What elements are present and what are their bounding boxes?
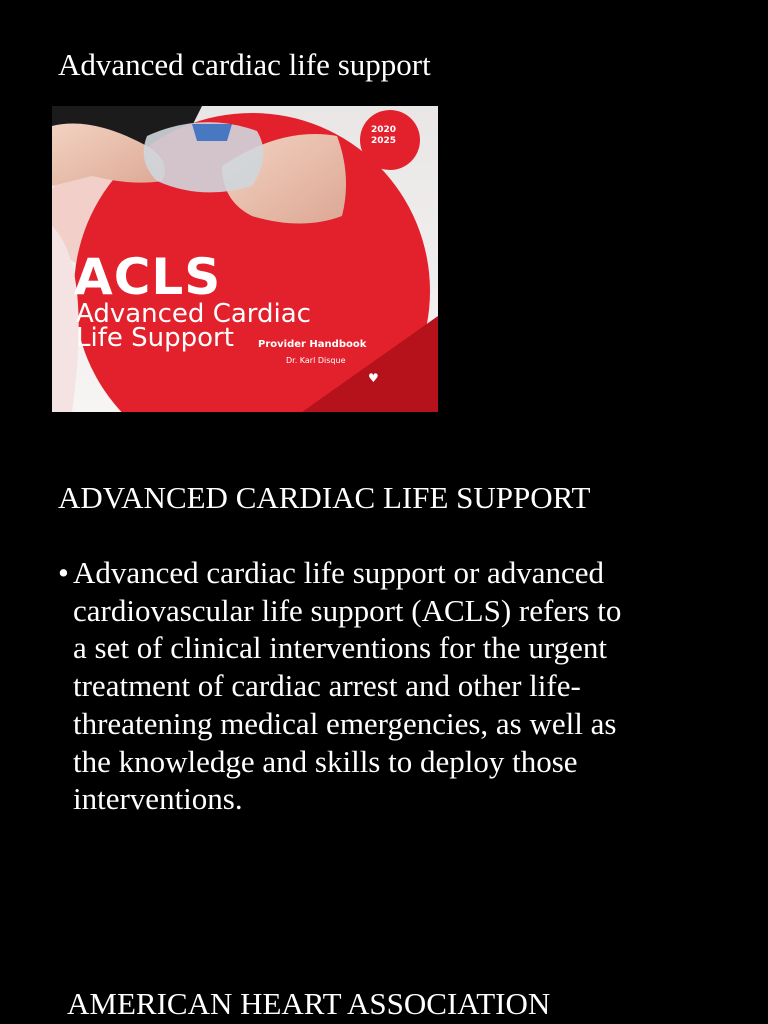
- cover-author: Dr. Karl Disque: [286, 356, 346, 365]
- cover-year-end: 2025: [371, 136, 397, 146]
- page-title: Advanced cardiac life support: [58, 47, 431, 82]
- cover-year-start: 2020: [371, 125, 397, 135]
- cover-subtitle-line2: Life Support: [76, 323, 234, 353]
- footer-heading: AMERICAN HEART ASSOCIATION: [67, 986, 551, 1021]
- bullet-text: Advanced cardiac life support or advanced cardiovascular life support (ACLS) refers to a set of clinical interventions for the urgent treatment of cardiac arrest and other life- threatening medical emergencies, as well as the knowledge and skills to deploy those interventions.: [73, 555, 622, 817]
- section-heading: ADVANCED CARDIAC LIFE SUPPORT: [58, 480, 591, 515]
- book-cover-image: [52, 106, 438, 412]
- cover-acls-title: ACLS: [74, 248, 222, 306]
- bullet-paragraph: [58, 554, 718, 818]
- heart-icon: ♥: [368, 371, 379, 385]
- bullet-marker: •: [58, 555, 69, 590]
- cover-handbook-label: Provider Handbook: [258, 339, 367, 350]
- cover-subtitle-line1: Advanced Cardiac: [76, 299, 311, 329]
